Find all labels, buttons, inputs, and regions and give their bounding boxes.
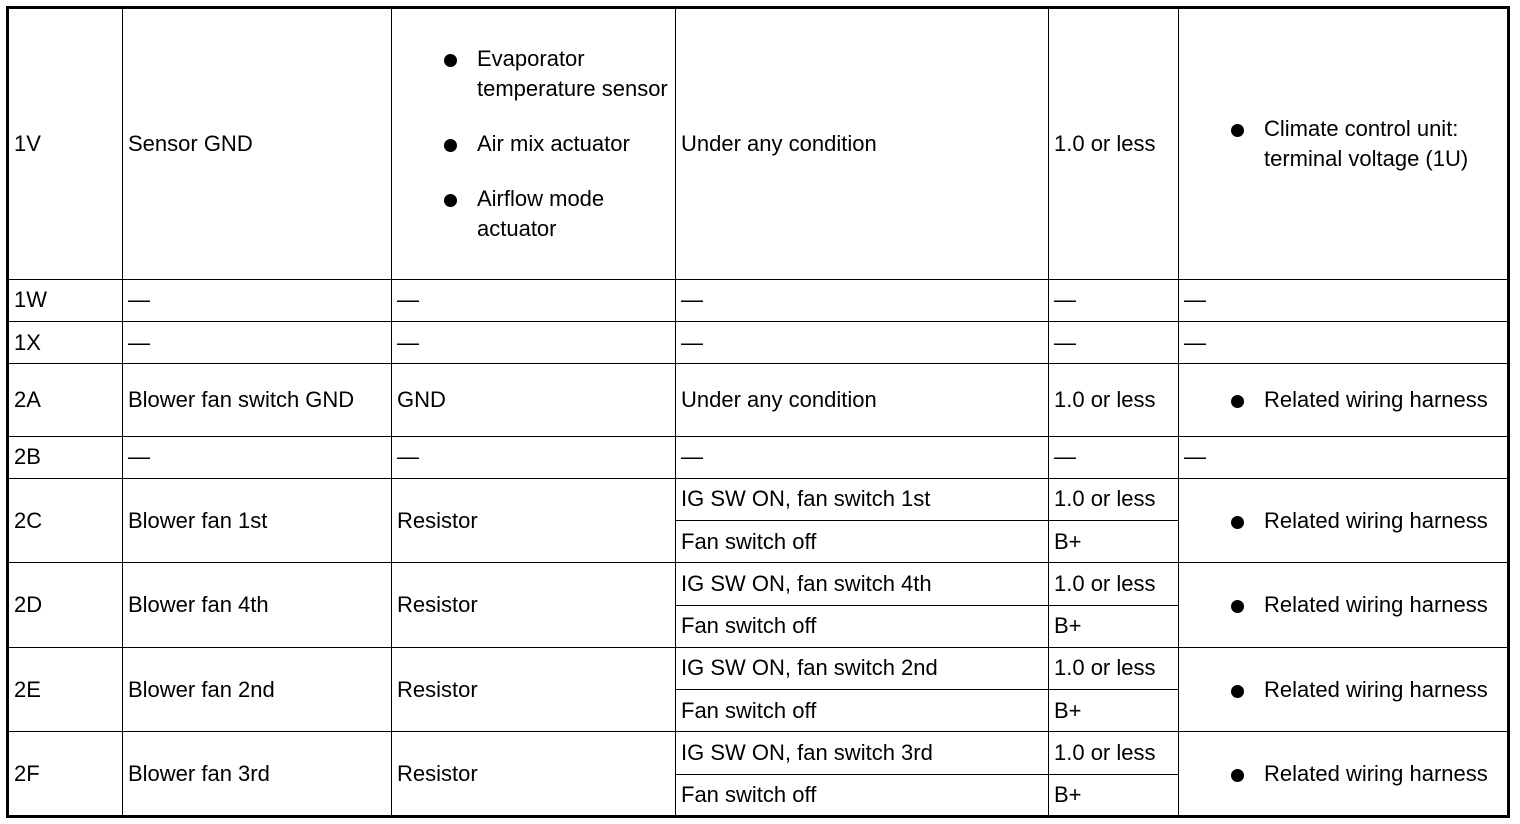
- signal-cell: —: [392, 279, 676, 321]
- reference-list: [1184, 590, 1507, 620]
- signal-cell: Resistor: [392, 647, 676, 732]
- terminal-cell: 2A: [8, 364, 123, 436]
- voltage-cell: —: [1049, 321, 1179, 363]
- reference-list: [1184, 385, 1507, 415]
- reference-cell: [1179, 364, 1509, 436]
- table-row: [8, 732, 1509, 774]
- description-cell: —: [123, 436, 392, 478]
- table-row: [8, 8, 1509, 280]
- terminal-cell: 2E: [8, 647, 123, 732]
- description-cell: Sensor GND: [123, 8, 392, 280]
- reference-list: [1184, 114, 1507, 174]
- signal-cell: GND: [392, 364, 676, 436]
- signal-cell: —: [392, 436, 676, 478]
- condition-cell: Under any condition: [676, 8, 1049, 280]
- condition-cell: Fan switch off: [676, 605, 1049, 647]
- voltage-cell: 1.0 or less: [1049, 8, 1179, 280]
- signal-cell: —: [392, 321, 676, 363]
- condition-cell: —: [676, 436, 1049, 478]
- condition-cell: —: [676, 279, 1049, 321]
- terminal-cell: 2B: [8, 436, 123, 478]
- description-cell: Blower fan 1st: [123, 478, 392, 563]
- terminal-voltage-table: [6, 6, 1510, 818]
- list-item: Related wiring harness: [1184, 759, 1507, 789]
- condition-cell: Fan switch off: [676, 774, 1049, 816]
- list-item: Related wiring harness: [1184, 675, 1507, 705]
- voltage-cell: B+: [1049, 521, 1179, 563]
- condition-cell: —: [676, 321, 1049, 363]
- reference-cell: [1179, 647, 1509, 732]
- voltage-cell: 1.0 or less: [1049, 364, 1179, 436]
- table-row: [8, 436, 1509, 478]
- table-row: [8, 364, 1509, 436]
- signal-cell: Resistor: [392, 732, 676, 817]
- voltage-cell: B+: [1049, 690, 1179, 732]
- voltage-cell: 1.0 or less: [1049, 647, 1179, 689]
- condition-cell: Under any condition: [676, 364, 1049, 436]
- table-row: [8, 563, 1509, 605]
- condition-cell: IG SW ON, fan switch 2nd: [676, 647, 1049, 689]
- list-item: Air mix actuator: [397, 129, 675, 159]
- list-item: Related wiring harness: [1184, 506, 1507, 536]
- table-row: [8, 478, 1509, 520]
- signal-cell: Resistor: [392, 478, 676, 563]
- reference-list: [1184, 675, 1507, 705]
- voltage-cell: B+: [1049, 774, 1179, 816]
- table-row: [8, 321, 1509, 363]
- voltage-cell: —: [1049, 279, 1179, 321]
- condition-cell: IG SW ON, fan switch 1st: [676, 478, 1049, 520]
- description-cell: Blower fan 4th: [123, 563, 392, 648]
- reference-cell: [1179, 732, 1509, 817]
- list-item: Airflow mode actuator: [397, 184, 675, 244]
- condition-cell: IG SW ON, fan switch 3rd: [676, 732, 1049, 774]
- terminal-cell: 1V: [8, 8, 123, 280]
- reference-cell: —: [1179, 321, 1509, 363]
- description-cell: Blower fan switch GND: [123, 364, 392, 436]
- description-cell: Blower fan 3rd: [123, 732, 392, 817]
- reference-list: [1184, 759, 1507, 789]
- list-item: Climate control unit: terminal voltage (1U): [1184, 114, 1507, 174]
- terminal-cell: 2F: [8, 732, 123, 817]
- voltage-cell: —: [1049, 436, 1179, 478]
- terminal-cell: 1W: [8, 279, 123, 321]
- condition-cell: Fan switch off: [676, 521, 1049, 563]
- description-cell: —: [123, 279, 392, 321]
- reference-list: [1184, 506, 1507, 536]
- voltage-cell: 1.0 or less: [1049, 732, 1179, 774]
- reference-cell: [1179, 478, 1509, 563]
- signal-list: [397, 44, 675, 244]
- signal-cell: Resistor: [392, 563, 676, 648]
- description-cell: —: [123, 321, 392, 363]
- terminal-cell: 2D: [8, 563, 123, 648]
- list-item: Evaporator temperature sensor: [397, 44, 675, 104]
- reference-cell: [1179, 563, 1509, 648]
- voltage-cell: B+: [1049, 605, 1179, 647]
- reference-cell: —: [1179, 279, 1509, 321]
- condition-cell: Fan switch off: [676, 690, 1049, 732]
- reference-cell: [1179, 8, 1509, 280]
- table-row: [8, 647, 1509, 689]
- terminal-cell: 1X: [8, 321, 123, 363]
- list-item: Related wiring harness: [1184, 590, 1507, 620]
- voltage-cell: 1.0 or less: [1049, 478, 1179, 520]
- voltage-cell: 1.0 or less: [1049, 563, 1179, 605]
- terminal-cell: 2C: [8, 478, 123, 563]
- condition-cell: IG SW ON, fan switch 4th: [676, 563, 1049, 605]
- table-row: [8, 279, 1509, 321]
- signal-cell: [392, 8, 676, 280]
- list-item: Related wiring harness: [1184, 385, 1507, 415]
- description-cell: Blower fan 2nd: [123, 647, 392, 732]
- reference-cell: —: [1179, 436, 1509, 478]
